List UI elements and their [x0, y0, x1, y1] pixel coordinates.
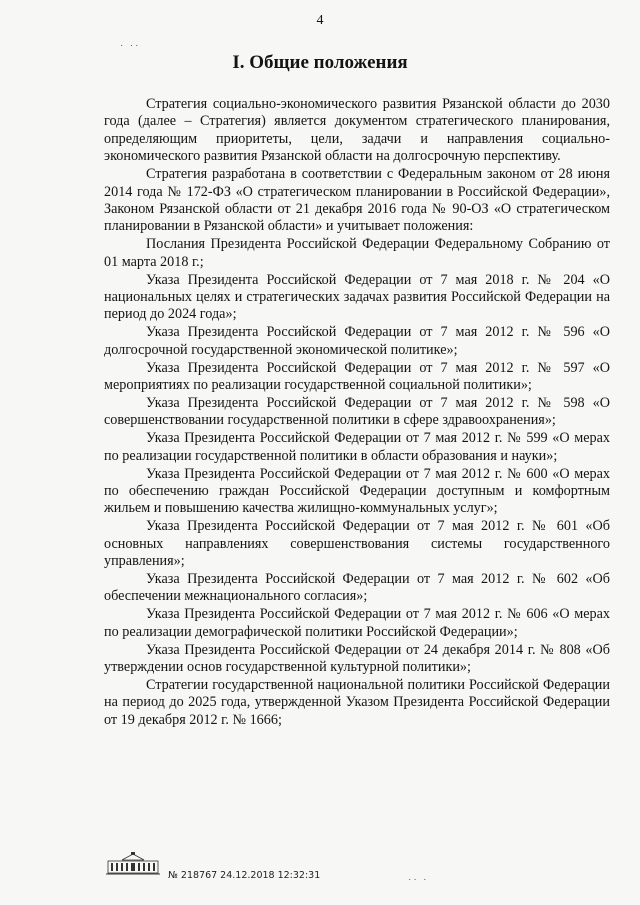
- footer: [104, 852, 404, 892]
- paragraph: Указа Президента Российской Федерации от 7 мая 2012 г. № 599 «О мерах по реализации государственной политики в области образования и науки»;: [104, 430, 610, 464]
- body-text: [104, 96, 610, 730]
- paragraph: Указа Президента Российской Федерации от 7 мая 2012 г. № 598 «О совершенствовании государственной политики в сфере здравоохранения»;: [104, 394, 610, 429]
- scan-specks: ˙ ˙˙: [120, 44, 141, 55]
- paragraph: Послания Президента Российской Федерации Федеральному Собранию от 01 марта 2018 г.;: [104, 236, 610, 270]
- section-title: I. Общие положения: [232, 52, 408, 73]
- document-stamp: № 218767 24.12.2018 12:32:31: [168, 870, 321, 881]
- paragraph: Указа Президента Российской Федерации от 7 мая 2012 г. № 596 «О долгосрочной государственной экономической политике»;: [104, 324, 610, 358]
- paragraph: Указа Президента Российской Федерации от 7 мая 2012 г. № 600 «О мерах по обеспечению граждан Российской Федерации доступным и комфортным жильем и повышению качества жилищно-коммунальных услуг»;: [104, 465, 610, 517]
- paragraph: Указа Президента Российской Федерации от 7 мая 2012 г. № 606 «О мерах по реализации демографической политики Российской Федерации»;: [104, 606, 610, 640]
- paragraph: Стратегия разработана в соответствии с Федеральным законом от 28 июня 2014 года № 172-ФЗ «О стратегическом планировании в Российской Федерации», Законом Рязанской области от 21 декабря 2016 года № 90-ОЗ «О стратегическом планировании в Рязанской области» и учитывает положения:: [104, 166, 610, 235]
- paragraph: Указа Президента Российской Федерации от 7 мая 2012 г. № 601 «Об основных направлениях совершенствования системы государственного управления»;: [104, 518, 610, 570]
- government-building-logo-icon: [104, 852, 162, 878]
- paragraph: Указа Президента Российской Федерации от 24 декабря 2014 г. № 808 «Об утверждении основ государственной культурной политики»;: [104, 641, 610, 675]
- paragraph: Стратегия социально-экономического развития Рязанской области до 2030 года (далее – Стратегия) является документом стратегического планирования, определяющим приоритеты, цели, задачи и направления социально-экономического развития Рязанской области на долгосрочную перспективу.: [104, 96, 610, 165]
- scan-specks-bottom: ˙˙ ˙: [408, 878, 429, 889]
- paragraph: Указа Президента Российской Федерации от 7 мая 2012 г. № 602 «Об обеспечении межнационального согласия»;: [104, 570, 610, 605]
- paragraph: Указа Президента Российской Федерации от 7 мая 2018 г. № 204 «О национальных целях и стратегических задачах развития Российской Федерации на период до 2024 года»;: [104, 271, 610, 323]
- paragraph: Указа Президента Российской Федерации от 7 мая 2012 г. № 597 «О мероприятиях по реализации государственной социальной политики»;: [104, 359, 610, 393]
- paragraph: Стратегии государственной национальной политики Российской Федерации на период до 2025 года, утвержденной Указом Президента Российской Федерации от 19 декабря 2012 г. № 1666;: [104, 676, 610, 728]
- page-number: 4: [316, 13, 324, 28]
